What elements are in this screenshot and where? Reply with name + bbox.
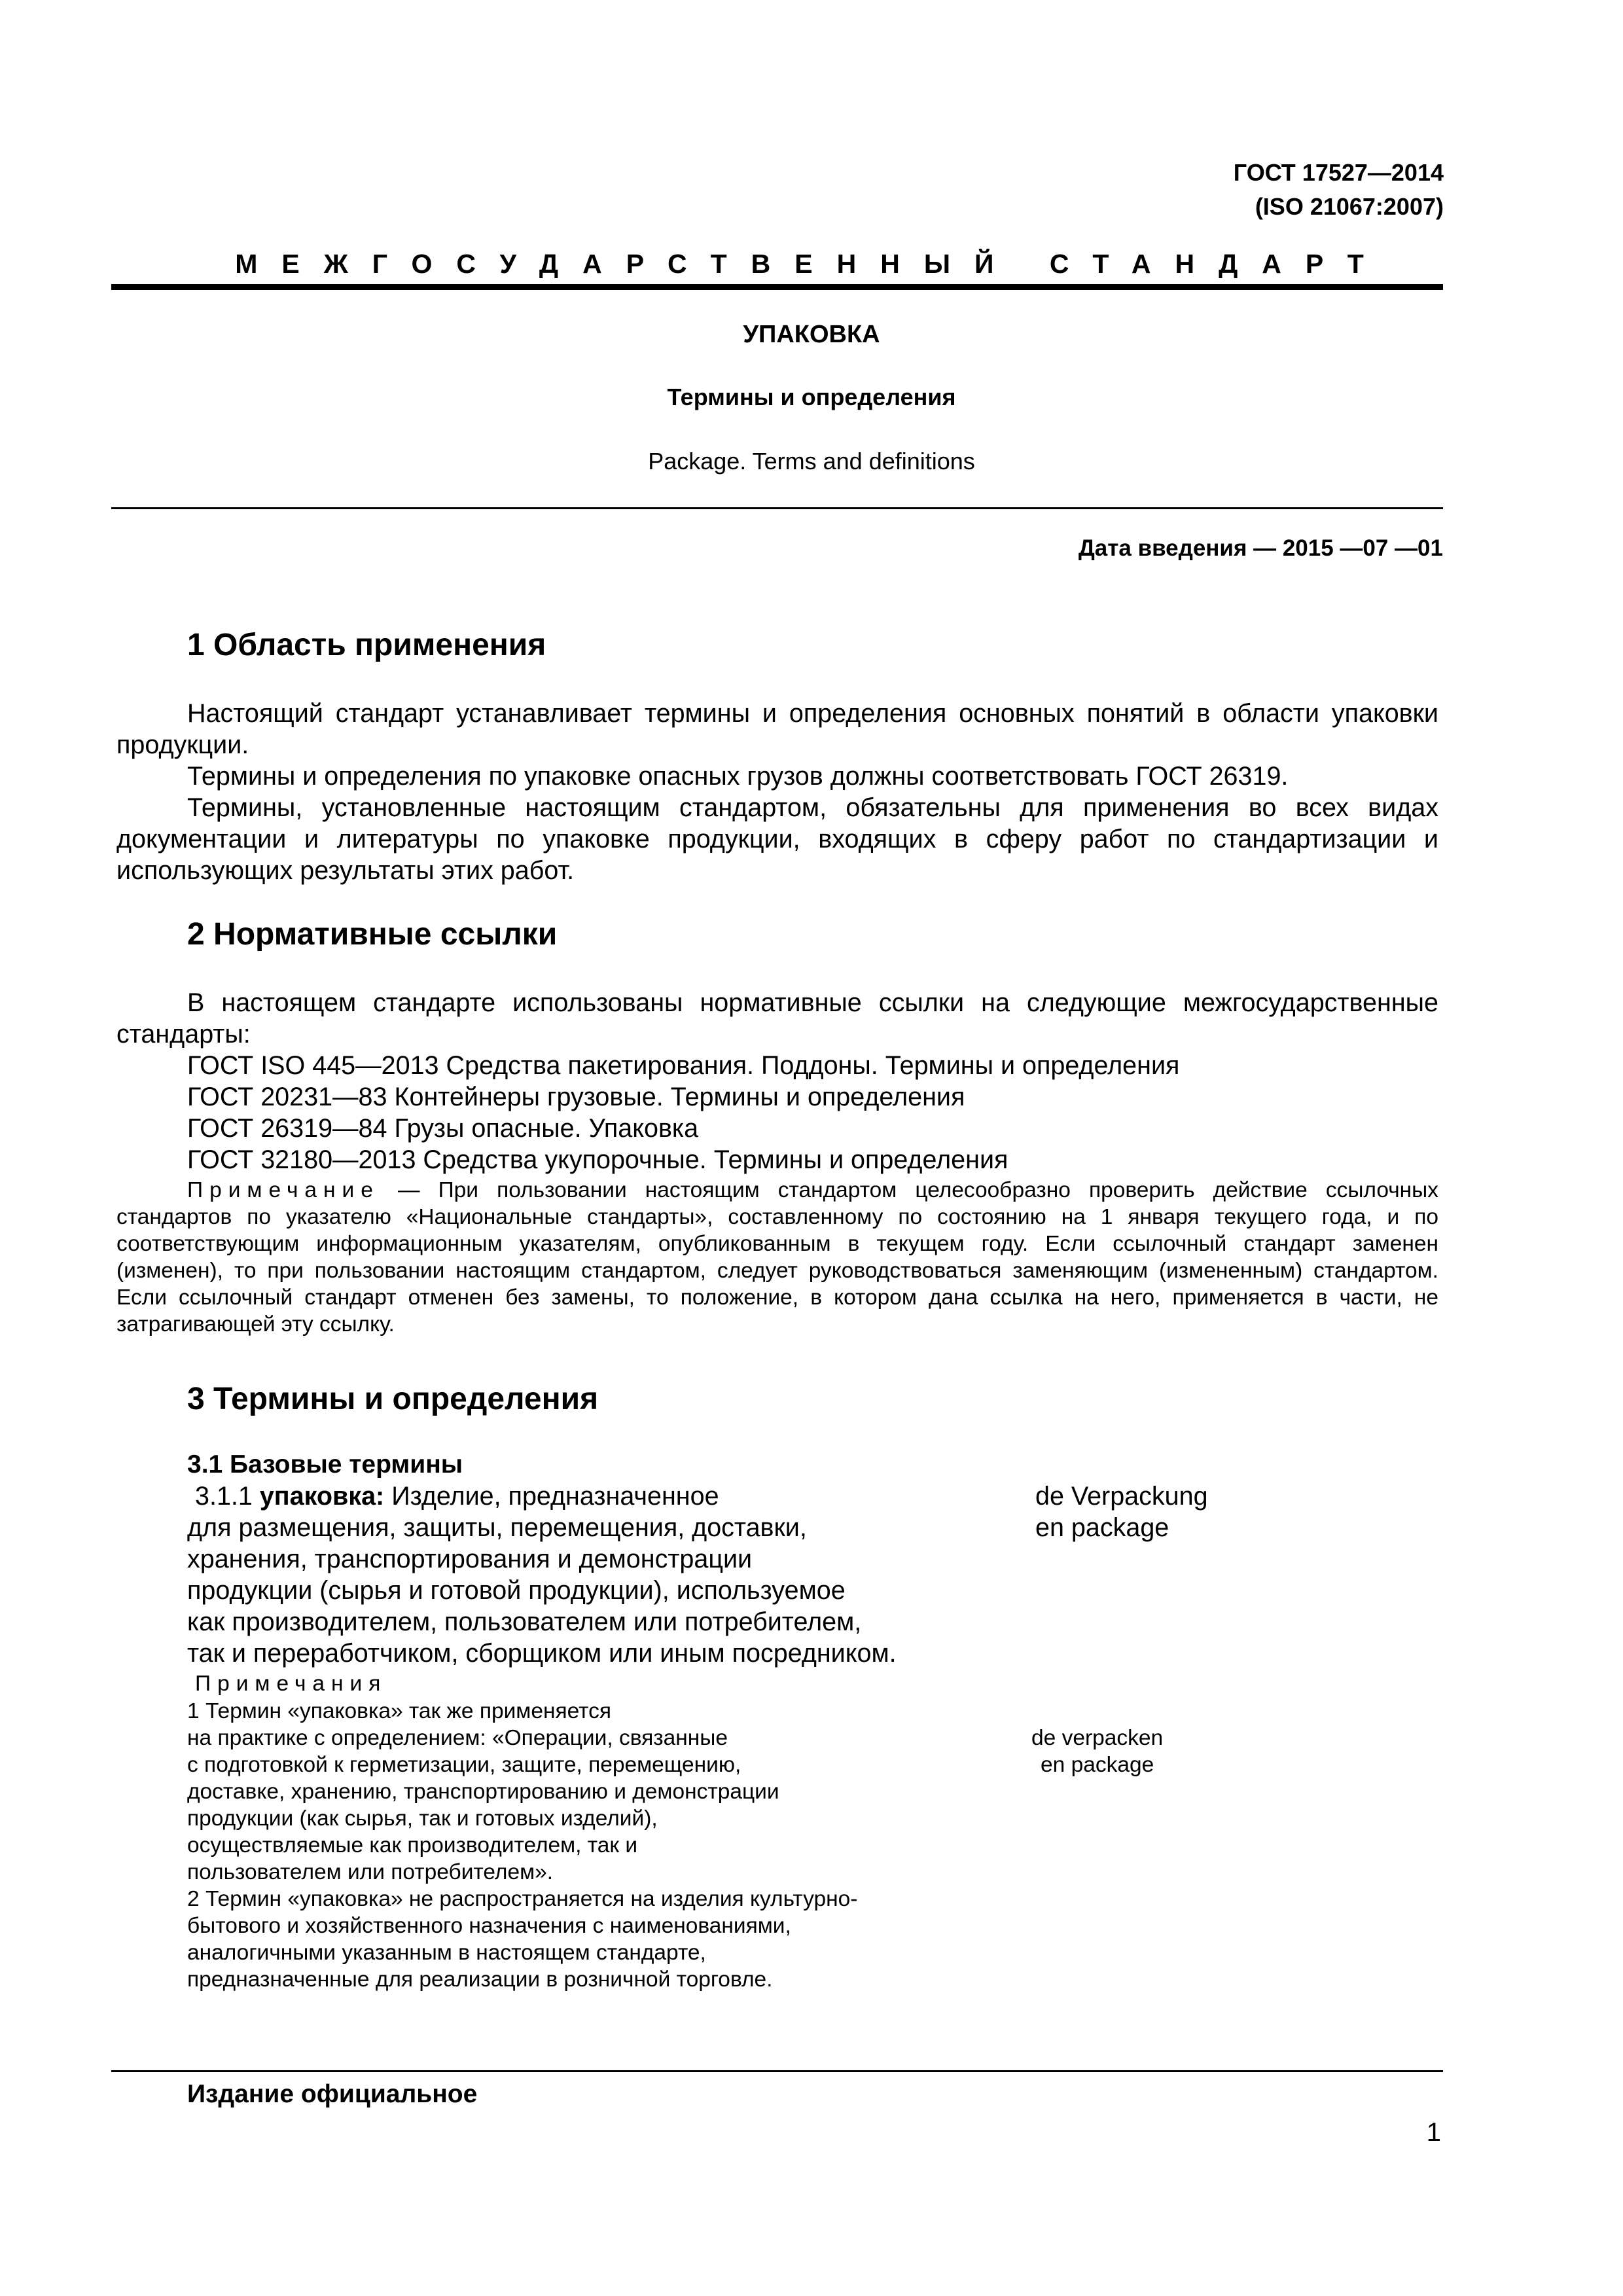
section-3-heading: 3 Термины и определения: [187, 1382, 599, 1416]
title-rule: [111, 507, 1443, 509]
note-line: пользователем или потребителем».: [187, 1860, 554, 1884]
section-1-paragraph-2: Термины и определения по упаковке опасных грузов должны соответствовать ГОСТ 26319.: [187, 762, 1289, 791]
reference-item: ГОСТ ISO 445—2013 Средства пакетирования. Поддоны. Термины и определения: [187, 1051, 1180, 1080]
header-thick-rule: [111, 284, 1443, 290]
equivalent-de: de Verpackung: [1035, 1482, 1208, 1511]
document-title: УПАКОВКА: [743, 321, 880, 348]
note-line: осуществляемые как производителем, так и: [187, 1833, 638, 1857]
reference-item: ГОСТ 32180—2013 Средства укупорочные. Термины и определения: [187, 1145, 1008, 1174]
notes-label: Примечания: [195, 1672, 387, 1696]
document-code: [1234, 156, 1444, 224]
section-2-intro: В настоящем стандарте использованы нормативные ссылки на следующие межгосударственные стандарты:: [116, 988, 1438, 1049]
document-subtitle: Термины и определения: [667, 384, 956, 410]
note-equivalent-de: de verpacken: [1031, 1726, 1164, 1750]
definition-line: продукции (сырья и готовой продукции), используемое: [187, 1576, 846, 1605]
section-1-paragraph-3: Термины, установленные настоящим стандартом, обязательны для применения во всех видах документации и литературы по упаковке продукции, входящих в сферу работ по стандартизации и использующих результаты этих работ.: [116, 793, 1438, 885]
gost-number: ГОСТ 17527—2014: [1233, 159, 1444, 186]
note-equivalent-en: en package: [1041, 1753, 1154, 1777]
section-1-paragraph-1: Настоящий стандарт устанавливает термины и определения основных понятий в области упаковки продукции.: [116, 699, 1438, 759]
note-line: 2 Термин «упаковка» не распространяется на изделия культурно-: [187, 1887, 858, 1911]
interstate-standard-label: МЕЖГОСУДАРСТВЕННЫЙ СТАНДАРТ: [235, 249, 1388, 279]
section-2-note: [116, 1177, 1438, 1338]
note-line: доставке, хранению, транспортированию и демонстрации: [187, 1780, 779, 1804]
official-edition-label: Издание официальное: [187, 2080, 478, 2108]
reference-item: ГОСТ 20231—83 Контейнеры грузовые. Термины и определения: [187, 1083, 965, 1111]
note-line: бытового и хозяйственного назначения с наименованиями,: [187, 1914, 791, 1938]
note-label: Примечание: [187, 1178, 380, 1202]
subsection-heading: 3.1 Базовые термины: [187, 1450, 463, 1479]
definition-line: так и переработчиком, сборщиком или иным посредником.: [187, 1639, 897, 1668]
term-definition-line: [195, 1480, 719, 1512]
english-title: Package. Terms and definitions: [648, 448, 975, 475]
footer-rule: [111, 2070, 1443, 2072]
reference-item: ГОСТ 26319—84 Грузы опасные. Упаковка: [187, 1114, 699, 1143]
note-line: предназначенные для реализации в розничной торговле.: [187, 1967, 773, 1992]
note-text: — При пользовании настоящим стандартом целесообразно проверить действие ссылочных стандартов по указателю «Национальные стандарты», составленному по состоянию на 1 января текущего года, и по соответствующим информационным указателям, опубликованным в текущем году. Если ссылочный стандарт заменен (изменен), то при пользовании настоящим стандартом, следует руководствоваться заменяющим (измененным) стандартом. Если ссылочный стандарт отменен без замены, то положение, в котором дана ссылка на него, применяется в части, не затрагивающей эту ссылку.: [116, 1178, 1438, 1336]
note-line: 1 Термин «упаковка» так же применяется: [187, 1699, 611, 1723]
note-line: на практике с определением: «Операции, связанные: [187, 1726, 728, 1750]
section-2-heading: 2 Нормативные ссылки: [187, 917, 558, 952]
term-number: 3.1.1: [195, 1482, 253, 1511]
definition-line: хранения, транспортирования и демонстрации: [187, 1545, 753, 1573]
definition-line: как производителем, пользователем или потребителем,: [187, 1607, 862, 1636]
section-1-heading: 1 Область применения: [187, 628, 546, 662]
introduction-date: Дата введения — 2015 —07 —01: [1078, 535, 1443, 561]
page-number: 1: [1426, 2118, 1441, 2147]
note-line: аналогичными указанным в настоящем стандарте,: [187, 1941, 706, 1965]
note-line: с подготовкой к герметизации, защите, перемещению,: [187, 1753, 741, 1777]
definition-text: Изделие, предназначенное: [391, 1482, 719, 1511]
definition-line: для размещения, защиты, перемещения, доставки,: [187, 1513, 807, 1542]
equivalent-en: en package: [1035, 1513, 1169, 1542]
note-line: продукции (как сырья, так и готовых изделий),: [187, 1806, 658, 1831]
iso-number: (ISO 21067:2007): [1255, 193, 1444, 220]
term-word: упаковка:: [259, 1482, 385, 1511]
